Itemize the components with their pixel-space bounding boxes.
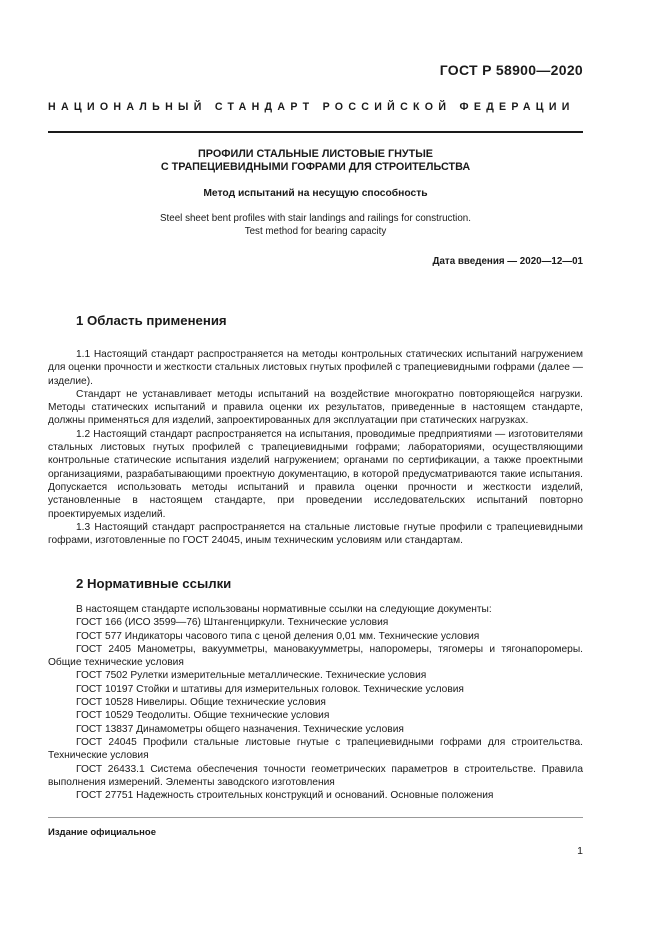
page-number: 1 <box>577 845 583 857</box>
reference-item: ГОСТ 10529 Теодолиты. Общие технические условия <box>76 710 330 722</box>
introduction-date: Дата введения — 2020—12—01 <box>432 256 583 267</box>
document-code: ГОСТ Р 58900—2020 <box>439 62 583 78</box>
english-title-line-1: Steel sheet bent profiles with stair landings and railings for construction. <box>160 213 471 224</box>
reference-item: ГОСТ 24045 Профили стальные листовые гнутые с трапециевидными гофрами для строительства. Технические условия <box>48 736 583 762</box>
section-1-paragraph: Стандарт не устанавливает методы испытаний на воздействие многократно повторяющейся нагрузки. Методы статических испытаний и правила оценки их результатов, приведенные в настоящем стандарте, должны применяться для изделий, запроектированных для эксплуатации при статических нагрузках. <box>48 388 583 427</box>
footer-divider <box>48 817 583 818</box>
reference-item: ГОСТ 2405 Манометры, вакуумметры, мановакуумметры, напоромеры, тягомеры и тягонапоромеры. Общие технические условия <box>48 643 583 669</box>
section-1-body <box>48 348 583 547</box>
national-standard-heading: НАЦИОНАЛЬНЫЙ СТАНДАРТ РОССИЙСКОЙ ФЕДЕРАЦИИ <box>48 101 575 113</box>
reference-item: ГОСТ 10197 Стойки и штативы для измерительных головок. Технические условия <box>76 683 464 695</box>
section-1-paragraph: 1.2 Настоящий стандарт распространяется на испытания, проводимые предприятиями — изготовителями стальных листовых гнутых профилей с трапециевидными гофрами; лабораториями, осуществляющими контрольные статические испытания изделий нагружением; органами по сертификации, а также проектными организациями, разрабатывающими проектную документацию, в которой предусматриваются такие испытания. Допускается использовать методы испытаний и правила оценки прочности и жесткости изделий, установленные в настоящем стандарте, при проведении исследовательских испытаний повторно проектируемых изделий. <box>48 428 583 520</box>
reference-item: ГОСТ 10528 Нивелиры. Общие технические условия <box>76 697 326 709</box>
reference-item: ГОСТ 166 (ИСО 3599—76) Штангенциркули. Технические условия <box>76 617 389 629</box>
section-1-heading: 1 Область применения <box>76 313 227 328</box>
official-edition-label: Издание официальное <box>48 827 156 838</box>
document-subtitle: Метод испытаний на несущую способность <box>203 188 428 199</box>
reference-item: ГОСТ 7502 Рулетки измерительные металлические. Технические условия <box>76 670 427 682</box>
title-line-1: ПРОФИЛИ СТАЛЬНЫЕ ЛИСТОВЫЕ ГНУТЫЕ <box>198 148 433 160</box>
section-1-paragraph: 1.1 Настоящий стандарт распространяется на методы контрольных статических испытаний нагружением для оценки прочности и жесткости стальных листовых гнутых профилей с трапециевидными гофрами (далее — изделие). <box>48 349 583 387</box>
section-1-paragraph: 1.3 Настоящий стандарт распространяется на стальные листовые гнутые профили с трапециевидными гофрами, изготовленные по ГОСТ 24045, иным техническим условиям или стандартам. <box>48 521 583 547</box>
english-title-line-2: Test method for bearing capacity <box>244 226 387 237</box>
header-divider <box>48 131 583 133</box>
english-title <box>48 212 583 238</box>
section-2-heading: 2 Нормативные ссылки <box>76 576 232 591</box>
normative-references <box>48 603 583 802</box>
title-line-2: С ТРАПЕЦИЕВИДНЫМИ ГОФРАМИ ДЛЯ СТРОИТЕЛЬСТВА <box>160 161 471 173</box>
references-intro: В настоящем стандарте использованы нормативные ссылки на следующие документы: <box>76 604 492 615</box>
reference-item: ГОСТ 26433.1 Система обеспечения точности геометрических параметров в строительстве. Правила выполнения измерений. Элементы заводского изготовления <box>48 763 583 788</box>
document-title <box>48 148 583 174</box>
reference-item: ГОСТ 27751 Надежность строительных конструкций и оснований. Основные положения <box>76 790 494 802</box>
reference-item: ГОСТ 577 Индикаторы часового типа с ценой деления 0,01 мм. Технические условия <box>76 630 480 642</box>
reference-item: ГОСТ 13837 Динамометры общего назначения. Технические условия <box>76 723 404 735</box>
